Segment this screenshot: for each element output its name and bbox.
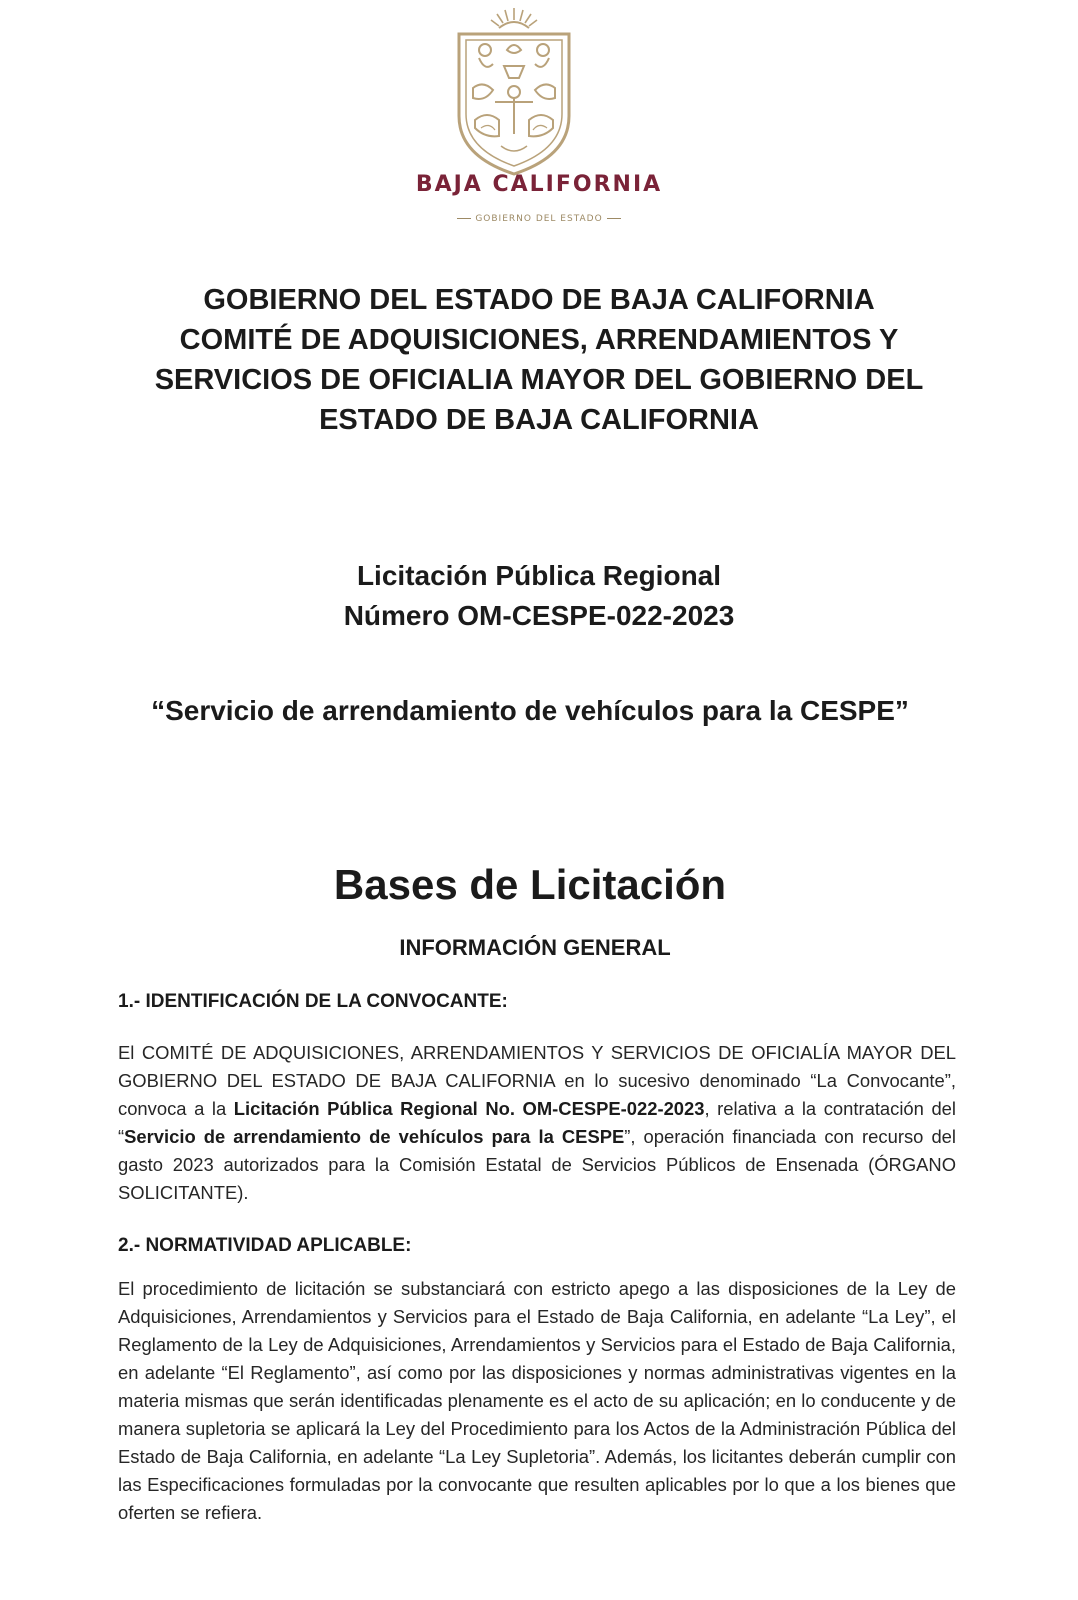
licitacion-type: Licitación Pública Regional — [356, 560, 722, 591]
bases-title: Bases de Licitación — [333, 861, 727, 908]
paragraph-text: El COMITÉ DE ADQUISICIONES, ARRENDAMIENTOS Y SERVICIOS DE OFICIALÍA MAYOR DEL GOBIERNO DEL ESTADO DE BAJA CALIFORNIA en lo sucesivo denominado “La Convocante”, convoca a la — [118, 1042, 956, 1119]
brand-name: BAJA CALIFORNIA — [415, 172, 663, 197]
section-heading-normatividad: 2.- NORMATIVIDAD APLICABLE: — [118, 1235, 412, 1256]
paragraph-text: ”, operación financiada con recurso del gasto 2023 autorizados para la Comisión Estatal de Servicios Públicos de Ensenada (ÓRGANO SOLICITANTE). — [118, 1126, 956, 1203]
heading-line: ESTADO DE BAJA CALIFORNIA — [319, 404, 759, 436]
paragraph-text: , relativa a la contratación del “ — [118, 1098, 956, 1147]
heading-line: COMITÉ DE ADQUISICIONES, ARRENDAMIENTOS Y — [179, 324, 899, 356]
section-heading-identificacion: 1.- IDENTIFICACIÓN DE LA CONVOCANTE: — [118, 991, 508, 1012]
document-heading — [100, 280, 978, 440]
info-general-heading: INFORMACIÓN GENERAL — [399, 935, 671, 960]
divider-left — [457, 218, 471, 219]
licitacion-number: Número OM-CESPE-022-2023 — [343, 600, 735, 631]
brand-subtitle — [0, 214, 1078, 224]
licitacion-block — [0, 556, 1078, 636]
licitacion-reference: Licitación Pública Regional No. OM-CESPE-022-2023 — [233, 1098, 705, 1119]
heading-line: GOBIERNO DEL ESTADO DE BAJA CALIFORNIA — [203, 284, 875, 316]
brand-subtitle-text: GOBIERNO DEL ESTADO — [475, 214, 603, 224]
divider-right — [607, 218, 621, 219]
state-seal-logo — [449, 6, 579, 184]
section-paragraph-identificacion — [118, 1039, 956, 1207]
heading-line: SERVICIOS DE OFICIALIA MAYOR DEL GOBIERNO DEL — [154, 364, 924, 396]
service-title: “Servicio de arrendamiento de vehículos para la CESPE” — [151, 695, 909, 726]
service-reference: Servicio de arrendamiento de vehículos para la CESPE — [124, 1126, 625, 1147]
section-paragraph-normatividad: El procedimiento de licitación se substanciará con estricto apego a las disposiciones de la Ley de Adquisiciones, Arrendamientos y Servicios para el Estado de Baja California, en adelante “La Ley”, el Reglamento de la Ley de Adquisiciones, Arrendamientos y Servicios para el Estado de Baja California, en adelante “El Reglamento”, así como por las disposiciones y normas administrativas vigentes en la materia mismas que serán identificadas plenamente es el acto de su aplicación; en lo conducente y de manera supletoria se aplicará la Ley del Procedimiento para los Actos de la Administración Pública del Estado de Baja California, en adelante “La Ley Supletoria”. Además, los licitantes deberán cumplir con las Especificaciones formuladas por la convocante que resulten aplicables por lo que a los bienes que oferten se refiera. — [118, 1278, 956, 1523]
